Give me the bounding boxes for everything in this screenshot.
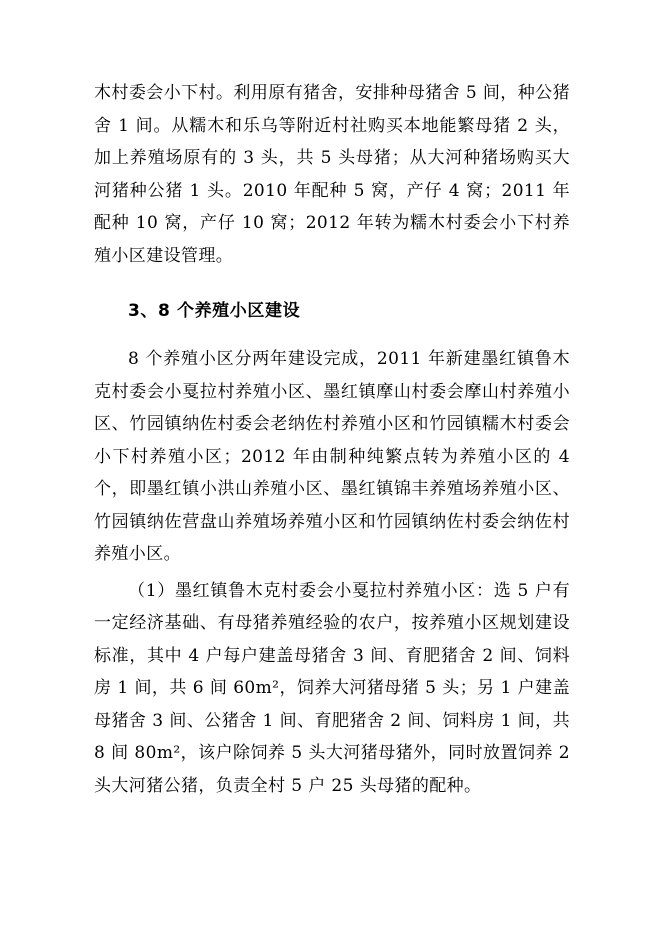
section-heading: 3、8 个养殖小区建设 [128,301,301,321]
paragraph-intro: 木村委会小下村。利用原有猪舍，安排种母猪舍 5 间，种公猪舍 1 间。从糯木和乐乌等附近村社购买本地能繁母猪 2 头，加上养殖场原有的 3 头，共 5 头母猪；从大河种猪场购买大河猪种公猪 1 头。2010 年配种 5 窝，产仔 4 窝；2011 年配种 10 窝，产仔 10 窝；2012 年转为糯木村委会小下村养殖小区建设管理。 [94,83,570,266]
paragraph-item-1: （1）墨红镇鲁木克村委会小戛拉村养殖小区：选 5 户有一定经济基础、有母猪养殖经验的农户，按养殖小区规划建设标准，其中 4 户每户建盖母猪舍 3 间、育肥猪舍 2 间、饲料房 1 间，共 6 间 60m²，饲养大河猪母猪 5 头；另 1 户建盖母猪舍 3 间、公猪舍 1 间、育肥猪舍 2 间、饲料房 1 间，共 8 间 80m²，该户除饲养 5 头大河猪母猪外，同时放置饲养 2 头大河猪公猪，负责全村 5 户 25 头母猪的配种。 [94,580,570,796]
paragraph-overview: 8 个养殖小区分两年建设完成，2011 年新建墨红镇鲁木克村委会小戛拉村养殖小区、墨红镇摩山村委会摩山村养殖小区、竹园镇纳佐村委会老纳佐村养殖小区和竹园镇糯木村委会小下村养殖小区；2012 年由制种纯繁点转为养殖小区的 4 个，即墨红镇小洪山养殖小区、墨红镇锦丰养殖场养殖小区、竹园镇纳佐营盘山养殖场养殖小区和竹园镇纳佐村委会纳佐村养殖小区。 [94,349,570,564]
document-page [94,77,570,802]
